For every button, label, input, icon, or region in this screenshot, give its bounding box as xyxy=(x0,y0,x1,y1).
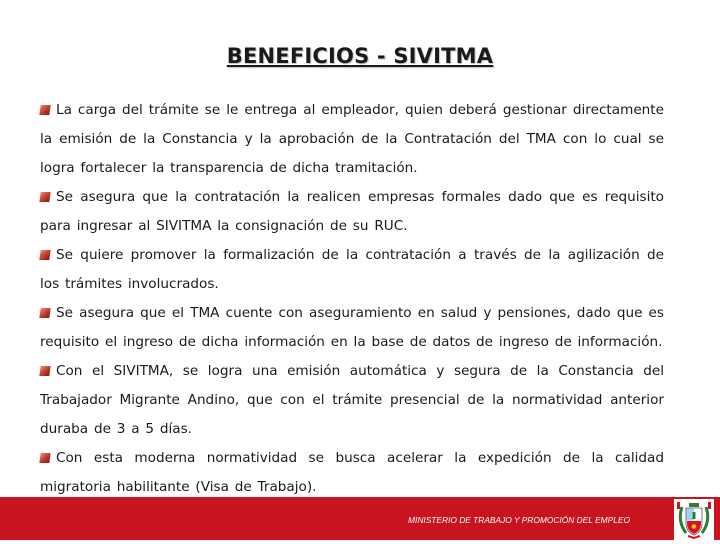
bullet-paragraph xyxy=(40,444,664,502)
bullet-text: Se asegura que el TMA cuente con aseguramiento en salud y pensiones, dado que es requisito el ingreso de dicha información en la base de datos de ingreso de información. xyxy=(40,305,664,350)
bullet-text: Con el SIVITMA, se logra una emisión automática y segura de la Constancia del Trabajador Migrante Andino, que con el trámite presencial de la normatividad anterior duraba de 3 a 5 días. xyxy=(40,363,664,437)
red-square-bullet-icon xyxy=(39,366,50,376)
red-square-bullet-icon xyxy=(39,453,50,463)
bullet-text: Se quiere promover la formalización de la contratación a través de la agilización de los trámites involucrados. xyxy=(40,247,664,292)
bullet-text: La carga del trámite se le entrega al empleador, quien deberá gestionar directamente la emisión de la Constancia y la aprobación de la Contratación del TMA con lo cual se logra fortalecer la transparencia de dicha tramitación. xyxy=(40,102,664,176)
bullet-paragraph xyxy=(40,183,664,241)
bullet-paragraph xyxy=(40,241,664,299)
bullet-paragraph xyxy=(40,96,664,183)
footer-ministry-text: MINISTERIO DE TRABAJO Y PROMOCIÓN DEL EMPLEO xyxy=(408,515,630,525)
bullet-text: Con esta moderna normatividad se busca acelerar la expedición de la calidad migratoria habilitante (Visa de Trabajo). xyxy=(40,450,664,495)
red-square-bullet-icon xyxy=(39,192,50,202)
bullet-text: Se asegura que la contratación la realicen empresas formales dado que es requisito para ingresar al SIVITMA la consignación de su RUC. xyxy=(40,189,664,234)
bullet-paragraph xyxy=(40,299,664,357)
slide-title: BENEFICIOS - SIVITMA xyxy=(226,44,494,68)
red-square-bullet-icon xyxy=(39,105,50,115)
bullet-list xyxy=(40,96,664,502)
red-square-bullet-icon xyxy=(39,250,50,260)
red-square-bullet-icon xyxy=(39,308,50,318)
bullet-paragraph xyxy=(40,357,664,444)
footer-bar xyxy=(0,497,720,540)
peru-coat-of-arms-icon xyxy=(674,499,714,540)
